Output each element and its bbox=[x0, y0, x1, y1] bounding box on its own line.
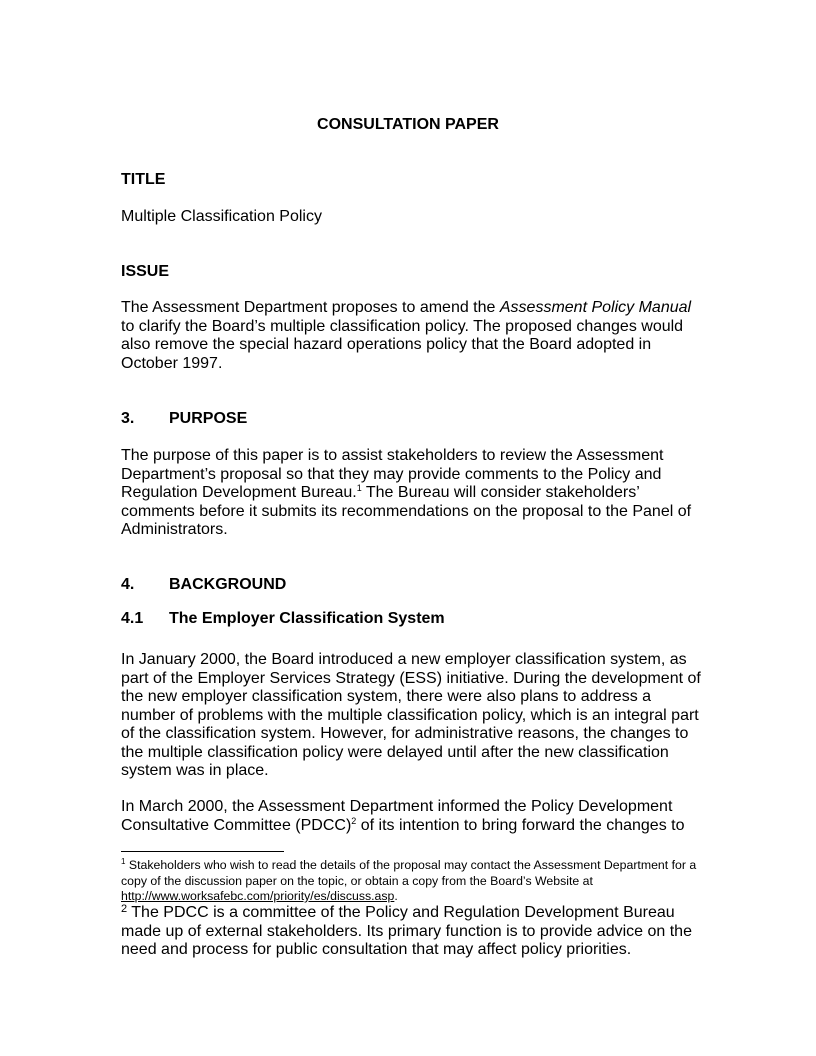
footnote-1: $^1$ Stakeholders who wish to read the details of the proposal may contact the Assessment Department for a copy of the discussion paper on the topic, or obtain a copy from the Board’s Website at http://www.worksafebc.com/priority/es/discuss.asp. bbox=[121, 857, 697, 903]
footnote-ref-2: 2 bbox=[351, 815, 357, 826]
subsection-heading: 4.1 The Employer Classification System bbox=[121, 610, 445, 627]
background-heading: 4. BACKGROUND bbox=[121, 576, 287, 593]
footnote-ref-1: 1 bbox=[356, 483, 362, 493]
purpose-heading: 3. PURPOSE bbox=[121, 410, 248, 427]
issue-heading: ISSUE bbox=[121, 263, 170, 280]
footnote-1-mark: 1 bbox=[121, 857, 126, 866]
policy-manual-title: Assessment Policy Manual bbox=[499, 299, 692, 316]
footnote-2-mark: 2 bbox=[121, 903, 128, 915]
document-title: CONSULTATION PAPER bbox=[317, 116, 499, 133]
purpose-paragraph: The purpose of this paper is to assist stakeholders to review the Assessment Department’s proposal so that they may provide comments to the Policy and Regulation Development Bureau.$^1$ The Bureau will consider stakeholders’ comments before it submits its recommendations on the proposal to the Panel of Administrators. bbox=[121, 447, 692, 538]
issue-paragraph: The Assessment Department proposes to amend the Assessment Policy Manual to clarify the Board’s multiple classification policy. The proposed changes would also remove the special hazard operations policy that the Board adopted in October 1997. bbox=[121, 299, 692, 372]
worksafebc-link[interactable]: http://www.worksafebc.com/priority/es/discuss.asp bbox=[121, 889, 395, 903]
background-paragraph-2: In March 2000, the Assessment Department informed the Policy Development Consultative Committee (PDCC)$^2$ of its intention to bring forward the changes to bbox=[121, 798, 685, 834]
footnote-divider bbox=[121, 851, 284, 852]
title-body: Multiple Classification Policy bbox=[121, 208, 322, 225]
footnote-2: $^2$ The PDCC is a committee of the Policy and Regulation Development Bureau made up of external stakeholders. Its primary function is to provide advice on the need and process for public consultation that may affect policy priorities. bbox=[121, 903, 692, 958]
title-heading: TITLE bbox=[121, 171, 166, 188]
background-paragraph-1: In January 2000, the Board introduced a new employer classification system, as part of the Employer Services Strategy (ESS) initiative. During the development of the new employer classification system, there were also plans to address a number of problems with the multiple classification policy, which is an integral part of the classification system. However, for administrative reasons, the changes to the multiple classification policy were delayed until after the new classification system was in place. bbox=[121, 651, 701, 779]
